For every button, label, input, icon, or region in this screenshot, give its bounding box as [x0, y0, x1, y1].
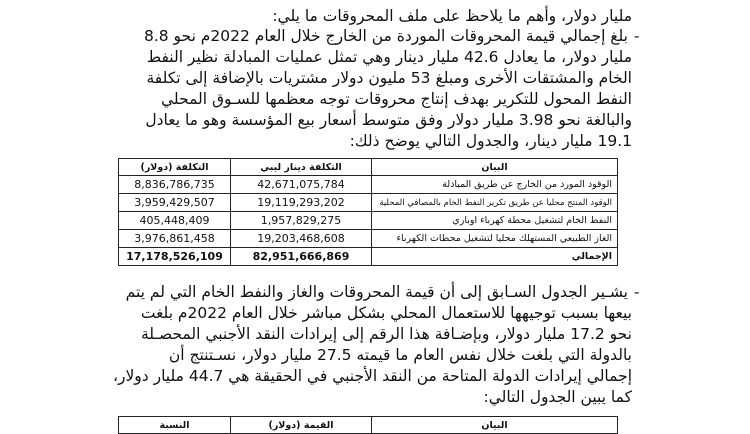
table-cell: 82,951,666,869 [231, 248, 372, 266]
table-cell: الوقود المنتج محليا عن طريق تكرير النفط الخام بالمصافي المحلية [372, 194, 618, 212]
column-header: البيان [372, 417, 618, 434]
table-header-row [119, 417, 618, 434]
table-header-row [119, 159, 618, 176]
table-cell: 19,203,468,608 [231, 230, 372, 248]
column-header: البيان [372, 159, 618, 176]
table-row [119, 176, 618, 194]
text-line: مليار دولار، ما يعادل 42.6 مليار دينار وهي تمثل عمليات المبادلة نظير النفط [146, 48, 632, 66]
table-cell: الوقود المورد من الخارج عن طريق المبادلة [372, 176, 618, 194]
table-cell: 17,178,526,109 [119, 248, 231, 266]
table-cell: 19,119,293,202 [231, 194, 372, 212]
column-header: التكلفة (دولار) [119, 159, 231, 176]
text-line: بلغ إجمالي قيمة المحروقات الموردة من الخارج خلال العام 2022م نحو 8.8 [143, 27, 628, 45]
fuel-cost-table [118, 158, 618, 266]
table-cell: الغاز الطبيعي المستهلك محليا لتشغيل محطات الكهرباء [372, 230, 618, 248]
table-cell: 1,957,829,275 [231, 212, 372, 230]
column-header: القيمة (دولار) [231, 417, 372, 434]
bullet-marker: - [634, 283, 640, 301]
bullet-marker: - [634, 27, 640, 45]
table-cell: 8,836,786,735 [119, 176, 231, 194]
table-cell: 3,976,861,458 [119, 230, 231, 248]
table-cell: 3,959,429,507 [119, 194, 231, 212]
foreign-revenue-table [118, 416, 618, 434]
text-line: إجمالي إيرادات الدولة المتاحة من النقد الأجنبي في الحقيقة هي 44.7 مليار دولار، [112, 367, 632, 385]
table-total-row [119, 248, 618, 266]
table-row [119, 212, 618, 230]
text-line: بالدولة التي بلغت خلال نفس العام ما قيمته 27.5 مليار دولار، نسـتنتج أن [168, 346, 632, 364]
table-cell: 42,671,075,784 [231, 176, 372, 194]
table-row [119, 230, 618, 248]
text-line: مليار دولار، وأهم ما يلاحظ على ملف المحروقات ما يلي: [272, 7, 632, 25]
text-line: النفط المحول للتكرير بهدف إنتاج محروقات توجه معظمها للسـوق المحلي [161, 90, 632, 108]
text-line: والبالغة نحو 3.98 مليار دولار وفق متوسط أسعار بيع المؤسسة وهو ما يعادل [145, 111, 632, 129]
table-cell: النفط الخام لتشغيل محطة كهرباء اوباري [372, 212, 618, 230]
text-line: 19.1 مليار دينار، والجدول التالي يوضح ذلك: [349, 132, 632, 150]
text-line: الخام والمشتقات الأخرى ومبلغ 53 مليون دولار مشتريات بالإضافة إلى تكلفة [146, 69, 632, 87]
text-line: كما يبين الجدول التالي: [483, 388, 632, 406]
text-line: يشـير الجدول السـابق إلى أن قيمة المحروقات والغاز والنفط الخام التي لم يتم [125, 283, 628, 301]
table-row [119, 194, 618, 212]
table-cell: الإجمالي [372, 248, 618, 266]
column-header: التكلفة دينار ليبي [231, 159, 372, 176]
column-header: النسبة [119, 417, 231, 434]
table-cell: 405,448,409 [119, 212, 231, 230]
text-line: بيعها بسبب توجيهها للاستعمال المحلي بشكل مباشر خلال العام 2022م بلغت [140, 304, 632, 322]
text-line: نحو 17.2 مليار دولار، وبإضـافة هذا الرقم إلى إيرادات النقد الأجنبي المحصـلة [140, 325, 632, 343]
